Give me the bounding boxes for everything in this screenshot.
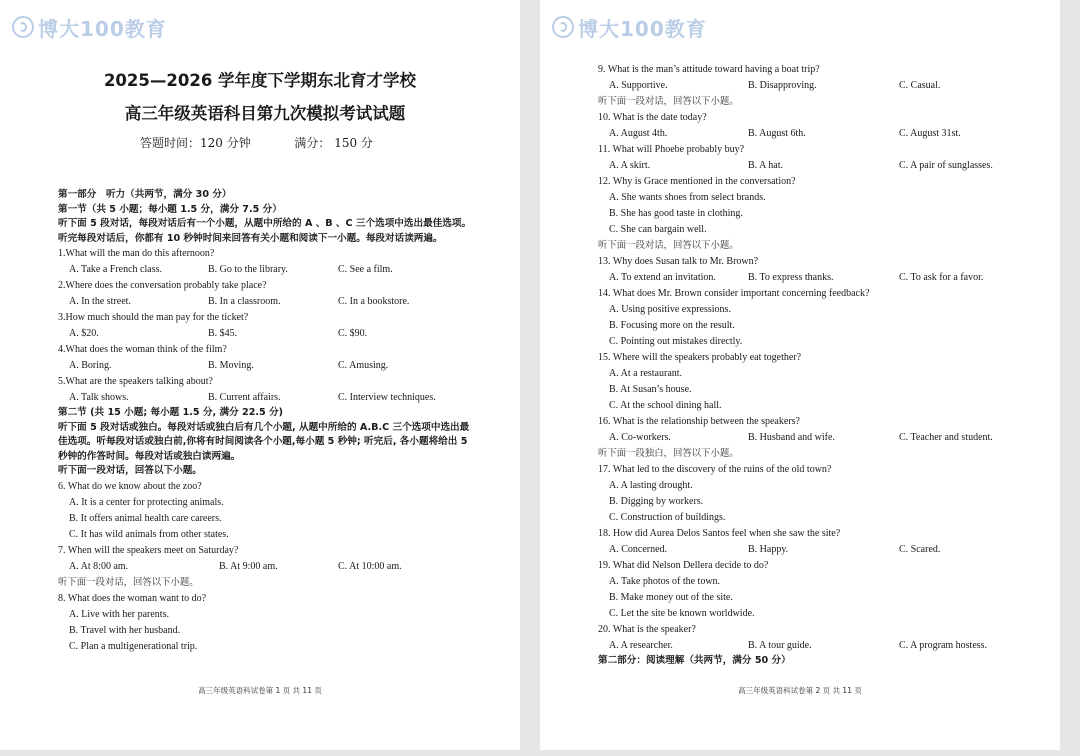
option-c: C. To ask for a favor. bbox=[899, 272, 984, 283]
question-9-options bbox=[598, 78, 941, 94]
option-b: B. Make money out of the site. bbox=[609, 592, 733, 603]
option-c: C. See a film. bbox=[338, 264, 393, 276]
option-c: C. Amusing. bbox=[338, 360, 389, 372]
page2-content bbox=[598, 62, 993, 669]
option-b: B. Travel with her husband. bbox=[69, 624, 181, 636]
question-17: 17. What led to the discovery of the ruins of the old town? bbox=[598, 464, 832, 475]
option-c: C. Interview techniques. bbox=[338, 392, 436, 404]
question-16-options bbox=[598, 430, 993, 446]
question-18-options bbox=[598, 542, 941, 558]
exam-title-line2: 高三年级英语科目第九次模拟考试试题 bbox=[124, 104, 406, 123]
question-12: 12. Why is Grace mentioned in the conversation? bbox=[598, 176, 796, 187]
option-b: B. It offers animal health care careers. bbox=[69, 512, 222, 524]
option-a: A. Live with her parents. bbox=[69, 608, 169, 620]
brand-logo-text: 博大100教育 bbox=[38, 16, 167, 41]
option-c: C. Scared. bbox=[899, 544, 941, 555]
question-10-options bbox=[598, 126, 961, 142]
option-a: A. To extend an invitation. bbox=[609, 272, 716, 283]
question-4: 4.What does the woman think of the film? bbox=[58, 344, 227, 356]
option-c: C. At 10:00 am. bbox=[338, 560, 402, 572]
question-15: 15. Where will the speakers probably eat together? bbox=[598, 352, 802, 363]
question-2-options bbox=[58, 294, 473, 310]
part1-heading: 第一部分 听力（共两节，满分 30 分） bbox=[58, 189, 232, 200]
option-b: B. Happy. bbox=[748, 544, 789, 555]
option-a: A. A skirt. bbox=[609, 160, 651, 171]
option-c: C. Teacher and student. bbox=[899, 432, 993, 443]
option-a: A. August 4th. bbox=[609, 128, 668, 139]
option-c: C. A pair of sunglasses. bbox=[899, 160, 993, 171]
time-label: 答题时间：120 分钟 bbox=[140, 136, 251, 150]
question-9: 9. What is the man’s attitude toward having a boat trip? bbox=[598, 64, 820, 75]
option-c: C. Plan a multigenerational trip. bbox=[69, 640, 198, 652]
exam-info bbox=[140, 134, 373, 151]
option-c: C. Casual. bbox=[899, 80, 941, 91]
question-13-options bbox=[598, 270, 984, 286]
option-a: A. Concerned. bbox=[609, 544, 668, 555]
option-b: B. Go to the library. bbox=[208, 264, 288, 276]
option-a: A. At a restaurant. bbox=[609, 368, 683, 379]
option-b: B. Digging by workers. bbox=[609, 496, 704, 507]
question-20: 20. What is the speaker? bbox=[598, 624, 696, 635]
option-a: A. Boring. bbox=[69, 360, 112, 372]
option-a: A. At 8:00 am. bbox=[69, 560, 129, 572]
exam-page-2 bbox=[540, 0, 1060, 750]
option-b: B. A tour guide. bbox=[748, 640, 812, 651]
section2-heading: 第二节 (共 15 小题; 每小题 1.5 分, 满分 22.5 分) bbox=[58, 407, 284, 419]
option-c: C. August 31st. bbox=[899, 128, 961, 139]
brand-logo bbox=[12, 14, 167, 40]
page-footer: 高三年级英语科试卷第 1 页 共 11 页 bbox=[198, 686, 322, 695]
question-10: 10. What is the date today? bbox=[598, 112, 707, 123]
question-3-options bbox=[58, 326, 473, 342]
question-20-options bbox=[598, 638, 988, 654]
option-b: B. At 9:00 am. bbox=[219, 560, 278, 572]
question-11: 11. What will Phoebe probably buy? bbox=[598, 144, 745, 155]
listening-hint: 听下面一段独白，回答以下小题。 bbox=[598, 448, 739, 459]
option-a: A. Supportive. bbox=[609, 80, 668, 91]
option-a: A. Take photos of the town. bbox=[609, 576, 721, 587]
question-16: 16. What is the relationship between the speakers? bbox=[598, 416, 800, 427]
section1-instructions: 听下面 5 段对话，每段对话后有一个小题，从题中所给的 A 、B 、C 三个选项中选出最佳选项。听完每段对话后，你都有 10 秒钟时间来回答有关小题和阅读下一小题。每段对话读两遍。 bbox=[58, 218, 472, 244]
option-b: B. In a classroom. bbox=[208, 296, 281, 308]
question-18: 18. How did Aurea Delos Santos feel when she saw the site? bbox=[598, 528, 841, 539]
option-a: A. A researcher. bbox=[609, 640, 673, 651]
option-b: B. Husband and wife. bbox=[748, 432, 835, 443]
question-4-options bbox=[58, 358, 473, 374]
question-8: 8. What does the woman want to do? bbox=[58, 592, 207, 604]
option-c: C. At the school dining hall. bbox=[609, 400, 722, 411]
option-c: C. It has wild animals from other states. bbox=[69, 528, 229, 540]
option-c: C. In a bookstore. bbox=[338, 296, 410, 308]
question-13: 13. Why does Susan talk to Mr. Brown? bbox=[598, 256, 759, 267]
question-2: 2.Where does the conversation probably take place? bbox=[58, 280, 267, 292]
question-7-options bbox=[58, 559, 473, 575]
question-3: 3.How much should the man pay for the ticket? bbox=[58, 312, 249, 324]
option-c: C. Pointing out mistakes directly. bbox=[609, 336, 743, 347]
option-b: B. To express thanks. bbox=[748, 272, 834, 283]
option-b: B. A hat. bbox=[748, 160, 784, 171]
option-b: B. August 6th. bbox=[748, 128, 806, 139]
listening-hint: 听下面一段对话，回答以下小题。 bbox=[598, 96, 739, 107]
option-b: B. Focusing more on the result. bbox=[609, 320, 735, 331]
option-a: A. She wants shoes from select brands. bbox=[609, 192, 766, 203]
option-a: A. A lasting drought. bbox=[609, 480, 693, 491]
part2-heading: 第二部分：阅读理解（共两节，满分 50 分） bbox=[598, 655, 791, 666]
question-7: 7. When will the speakers meet on Saturday? bbox=[58, 544, 239, 556]
exam-title-line1: 2025—2026 学年度下学期东北育才学校 bbox=[103, 71, 417, 90]
brand-logo bbox=[552, 14, 707, 40]
question-1: 1.What will the man do this afternoon? bbox=[58, 248, 215, 260]
option-a: A. $20. bbox=[69, 328, 99, 340]
option-b: B. $45. bbox=[208, 328, 238, 340]
option-b: B. Current affairs. bbox=[208, 392, 281, 404]
option-b: B. Moving. bbox=[208, 360, 254, 372]
option-b: B. She has good taste in clothing. bbox=[609, 208, 743, 219]
listening-hint: 听下面一段对话，回答以下小题。 bbox=[58, 576, 199, 588]
question-5-options bbox=[58, 390, 473, 406]
score-label: 满分： 150 分 bbox=[294, 136, 373, 150]
option-c: C. Let the site be known worldwide. bbox=[609, 608, 755, 619]
option-c: C. She can bargain well. bbox=[609, 224, 707, 235]
option-a: A. Co-workers. bbox=[609, 432, 671, 443]
section1-heading: 第一节（共 5 小题；每小题 1.5 分，满分 7.5 分） bbox=[58, 203, 282, 215]
question-19: 19. What did Nelson Dellera decide to do? bbox=[598, 560, 769, 571]
listening-hint: 听下面一段对话，回答以下小题。 bbox=[598, 240, 739, 251]
option-a: A. Talk shows. bbox=[69, 392, 129, 404]
question-6: 6. What do we know about the zoo? bbox=[58, 480, 202, 492]
question-14: 14. What does Mr. Brown consider important concerning feedback? bbox=[598, 288, 870, 299]
option-c: C. $90. bbox=[338, 328, 368, 340]
listening-hint: 听下面一段对话，回答以下小题。 bbox=[58, 465, 202, 477]
brand-logo-icon bbox=[552, 16, 574, 38]
option-b: B. At Susan’s house. bbox=[609, 384, 692, 395]
brand-logo-icon bbox=[12, 16, 34, 38]
question-1-options bbox=[58, 262, 473, 278]
question-5: 5.What are the speakers talking about? bbox=[58, 376, 213, 388]
option-c: C. Construction of buildings. bbox=[609, 512, 726, 523]
option-a: A. In the street. bbox=[69, 296, 131, 308]
section2-instructions: 听下面 5 段对话或独白。每段对话或独白后有几个小题, 从题中所给的 A.B.C 三个选项中选出最佳选项。听每段对话或独白前,你将有时间阅读各个小题,每小题 5 秒钟; 听完后, 各小题将给出 5 秒钟的作答时间。每段对话或独白读两遍。 bbox=[58, 421, 470, 462]
page-footer: 高三年级英语科试卷第 2 页 共 11 页 bbox=[738, 686, 862, 695]
exam-page-1 bbox=[0, 0, 520, 750]
page1-content bbox=[58, 188, 473, 655]
option-a: A. It is a center for protecting animals. bbox=[69, 496, 224, 508]
option-c: C. A program hostess. bbox=[899, 640, 988, 651]
option-b: B. Disapproving. bbox=[748, 80, 817, 91]
brand-logo-text: 博大100教育 bbox=[578, 16, 707, 41]
option-a: A. Take a French class. bbox=[69, 264, 162, 276]
question-11-options bbox=[598, 158, 993, 174]
option-a: A. Using positive expressions. bbox=[609, 304, 731, 315]
